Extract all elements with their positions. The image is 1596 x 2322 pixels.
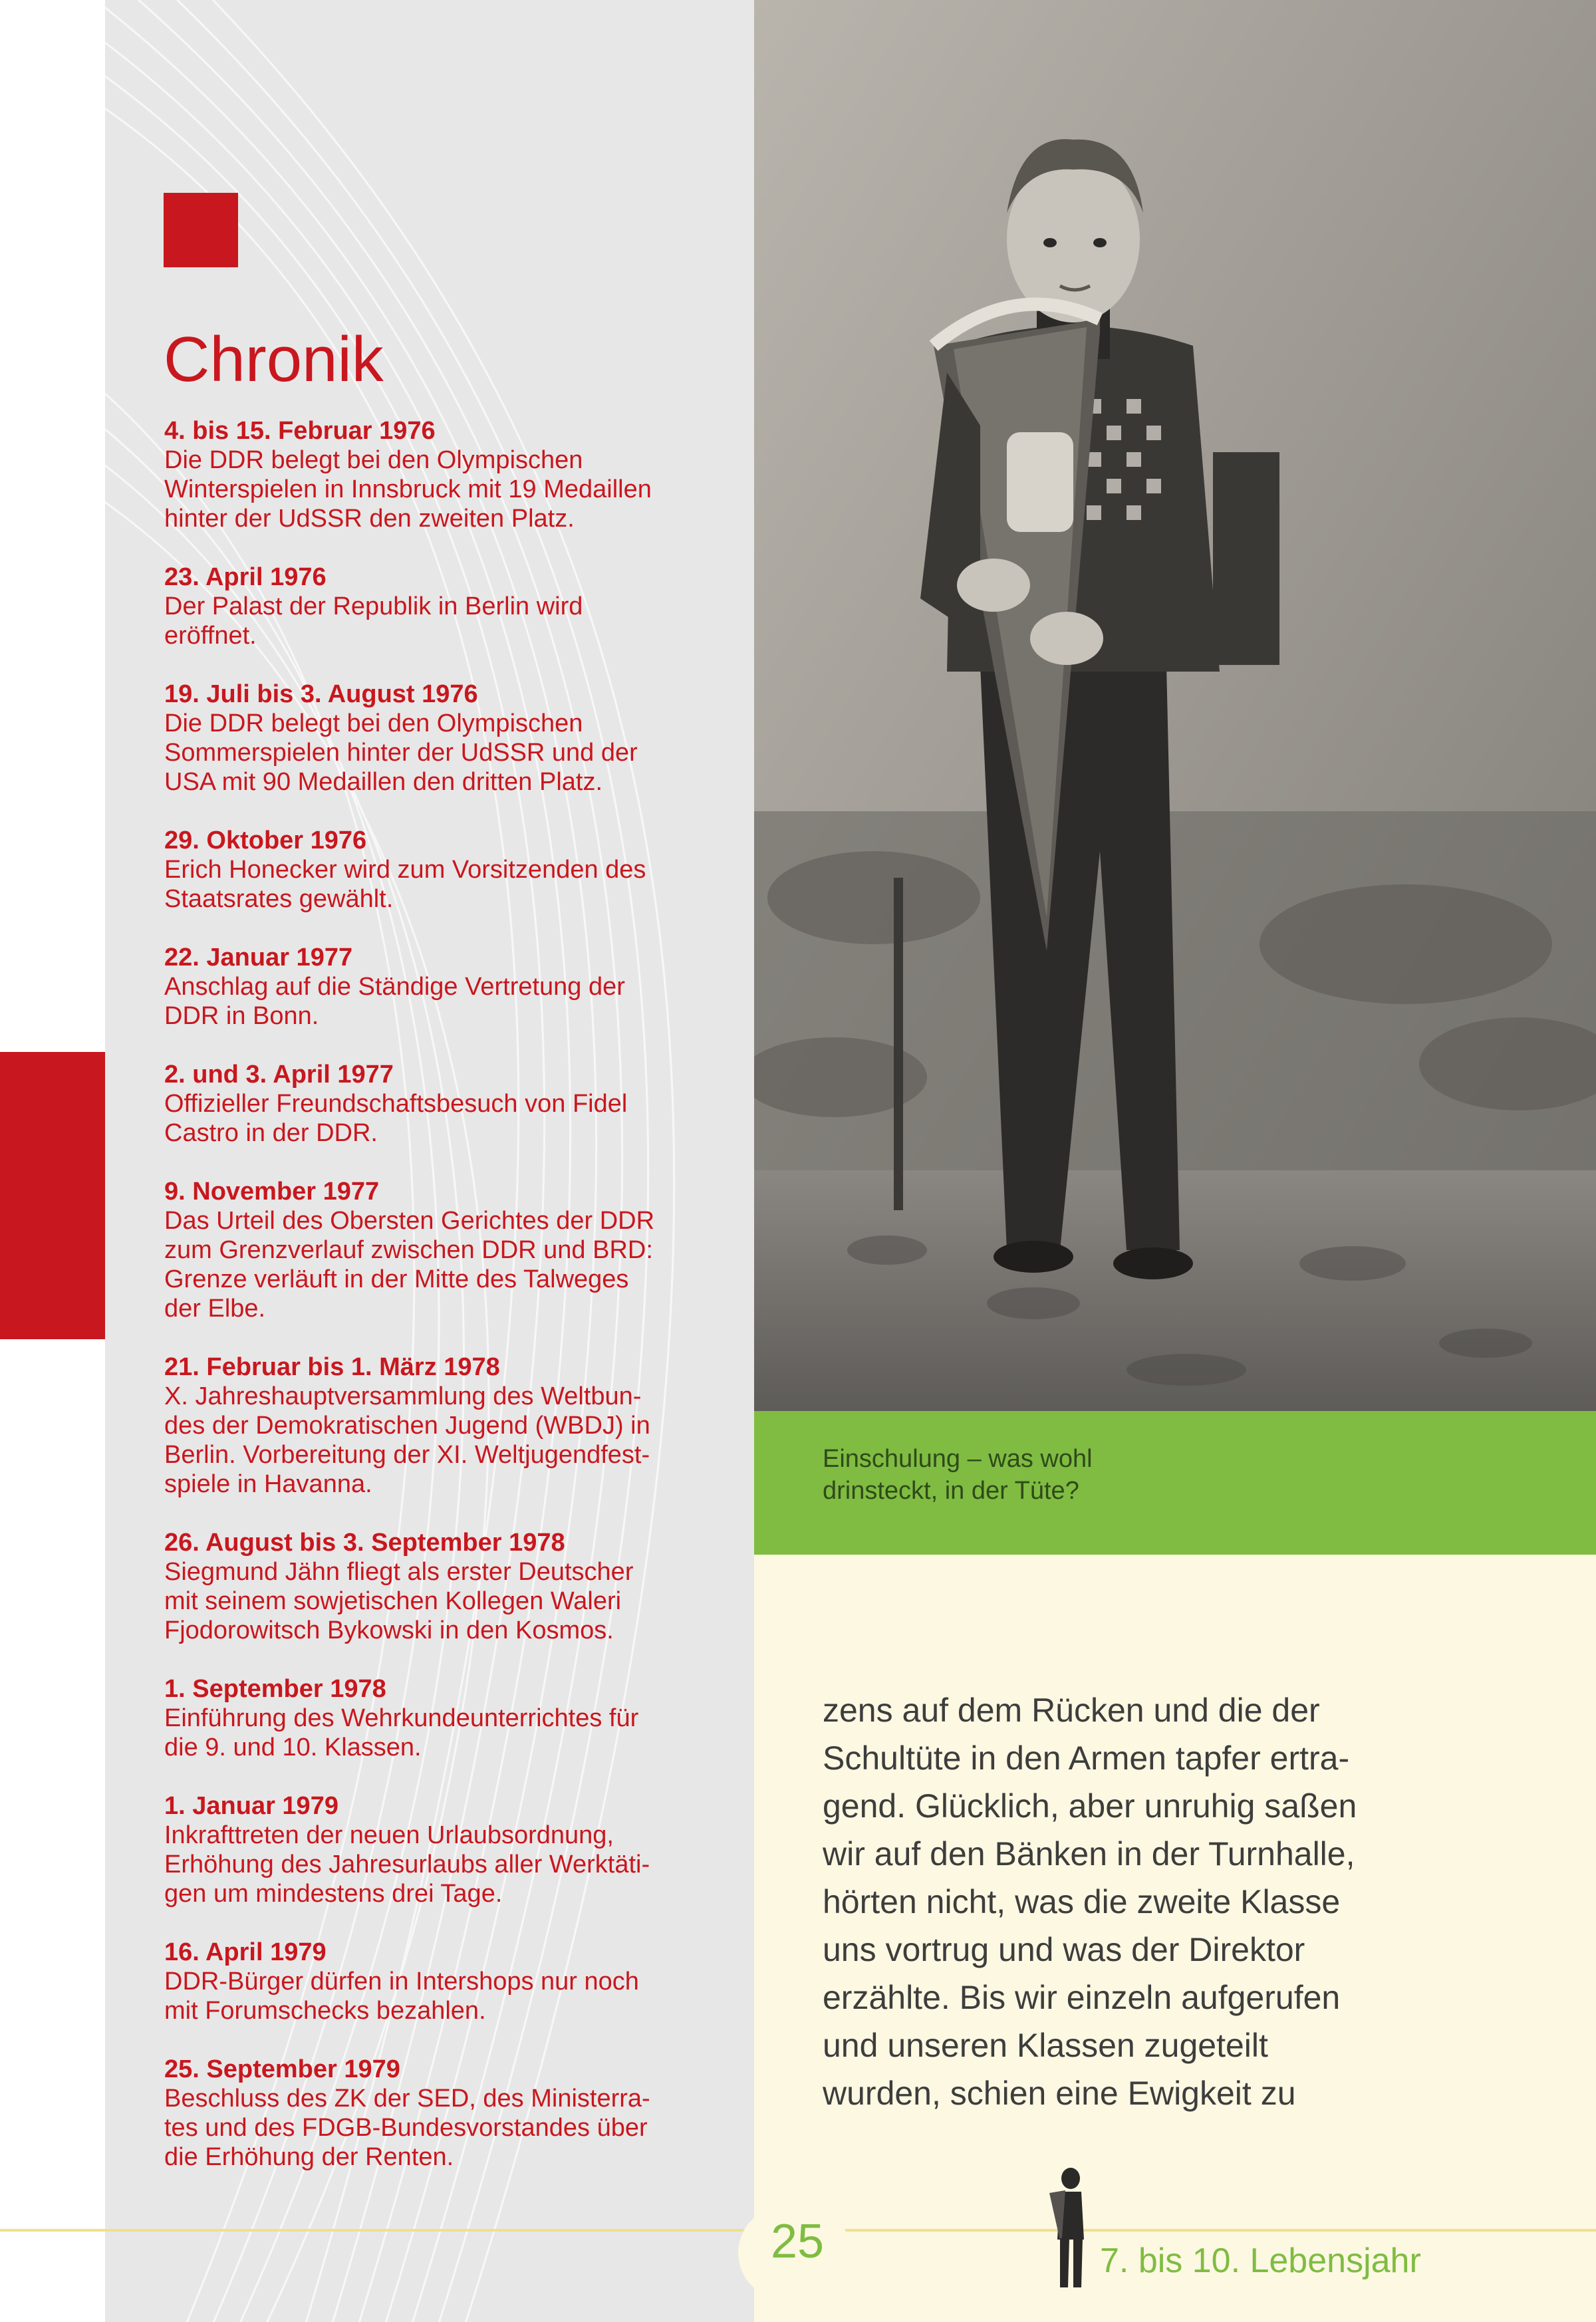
entry-text: Das Urteil des Obersten Gerichtes der DDR zum Grenzverlauf zwischen DDR und BRD: Grenze verläuft in der Mitte des Talweges der Elbe.: [164, 1207, 655, 1323]
entry-text: Inkrafttreten der neuen Urlaubsordnung, Erhöhung des Jahresurlaubs aller Werktäti- gen um mindestens drei Tage.: [164, 1821, 650, 1908]
entry-text: Siegmund Jähn fliegt als erster Deutscher mit seinem sowjetischen Kollegen Waleri Fjodorowitsch Bykowski in den Kosmos.: [164, 1558, 634, 1644]
entry-text: Einführung des Wehrkundeunterrichtes für die 9. und 10. Klassen.: [164, 1704, 639, 1761]
entry-date: 19. Juli bis 3. August 1976: [164, 680, 478, 708]
chronik-entry: [164, 1528, 716, 1645]
entry-text: Offizieller Freundschaftsbesuch von Fidel Castro in der DDR.: [164, 1090, 628, 1147]
page-number: 25: [770, 2215, 825, 2268]
entry-date: 16. April 1979: [164, 1938, 327, 1966]
chronik-entry: [164, 943, 716, 1031]
entry-date: 2. und 3. April 1977: [164, 1061, 394, 1089]
boy-figure-icon: [1047, 2166, 1093, 2293]
chronik-entry: [164, 1674, 716, 1762]
entry-text: Die DDR belegt bei den Olympischen Sommerspielen hinter der UdSSR und der USA mit 90 Medaillen den dritten Platz.: [164, 710, 638, 796]
entry-text: Anschlag auf die Ständige Vertretung der DDR in Bonn.: [164, 973, 625, 1030]
entry-text: Die DDR belegt bei den Olympischen Winterspielen in Innsbruck mit 19 Medaillen hinter der UdSSR den zweiten Platz.: [164, 446, 652, 533]
entry-text: DDR-Bürger dürfen in Intershops nur noch mit Forumschecks bezahlen.: [164, 1968, 639, 2025]
story-text: zens auf dem Rücken und die der Schultüte in den Armen tapfer ertra- gend. Glücklich, aber unruhig saßen wir auf den Bänken in der Turnhalle, hörten nicht, was die zweite Klasse uns vortrug und was der Direktor erzählte. Bis wir einzeln aufgerufen und unseren Klassen zugeteilt wurden, schien eine Ewigkeit zu: [823, 1692, 1357, 2112]
entry-text: Der Palast der Republik in Berlin wird eröffnet.: [164, 592, 583, 650]
chronik-entry: [164, 2055, 716, 2172]
chronik-entry: [164, 1353, 716, 1499]
chronik-entry: [164, 416, 716, 533]
entry-date: 4. bis 15. Februar 1976: [164, 417, 436, 445]
chronik-entry: [164, 1938, 716, 2025]
entry-date: 22. Januar 1977: [164, 944, 353, 971]
entry-date: 29. Oktober 1976: [164, 827, 367, 854]
chronik-entry: [164, 1177, 716, 1323]
boy-with-schultuete-illustration: [754, 0, 1596, 1411]
entry-date: 1. Januar 1979: [164, 1792, 338, 1820]
entry-date: 9. November 1977: [164, 1178, 380, 1206]
chronik-list: [164, 416, 716, 2201]
chronik-title: Chronik: [164, 324, 384, 395]
entry-date: 1. September 1978: [164, 1675, 386, 1703]
entry-text: Erich Honecker wird zum Vorsitzenden des Staatsrates gewählt.: [164, 856, 646, 913]
chronik-entry: [164, 680, 716, 797]
entry-date: 25. September 1979: [164, 2055, 400, 2083]
entry-date: 26. August bis 3. September 1978: [164, 1529, 565, 1557]
chronik-entry: [164, 563, 716, 650]
chronik-entry: [164, 1791, 716, 1908]
entry-text: Beschluss des ZK der SED, des Ministerra- tes und des FDGB-Bundesvorstandes über die Erhöhung der Renten.: [164, 2085, 650, 2171]
section-label: 7. bis 10. Lebensjahr: [1100, 2242, 1421, 2280]
entry-text: X. Jahreshauptversammlung des Weltbun- des der Demokratischen Jugend (WBDJ) in Berlin. Vorbereitung der XI. Weltjugendfest- spiele in Havanna.: [164, 1382, 650, 1498]
chronik-entry: [164, 1060, 716, 1148]
chronik-entry: [164, 826, 716, 914]
photo-caption: Einschulung – was wohl drinsteckt, in der Tüte?: [823, 1445, 1093, 1505]
school-start-photo: [754, 0, 1596, 1411]
red-edge-tab: [0, 1052, 105, 1339]
red-square-marker: [164, 193, 238, 267]
entry-date: 23. April 1976: [164, 563, 327, 591]
entry-date: 21. Februar bis 1. März 1978: [164, 1353, 500, 1381]
